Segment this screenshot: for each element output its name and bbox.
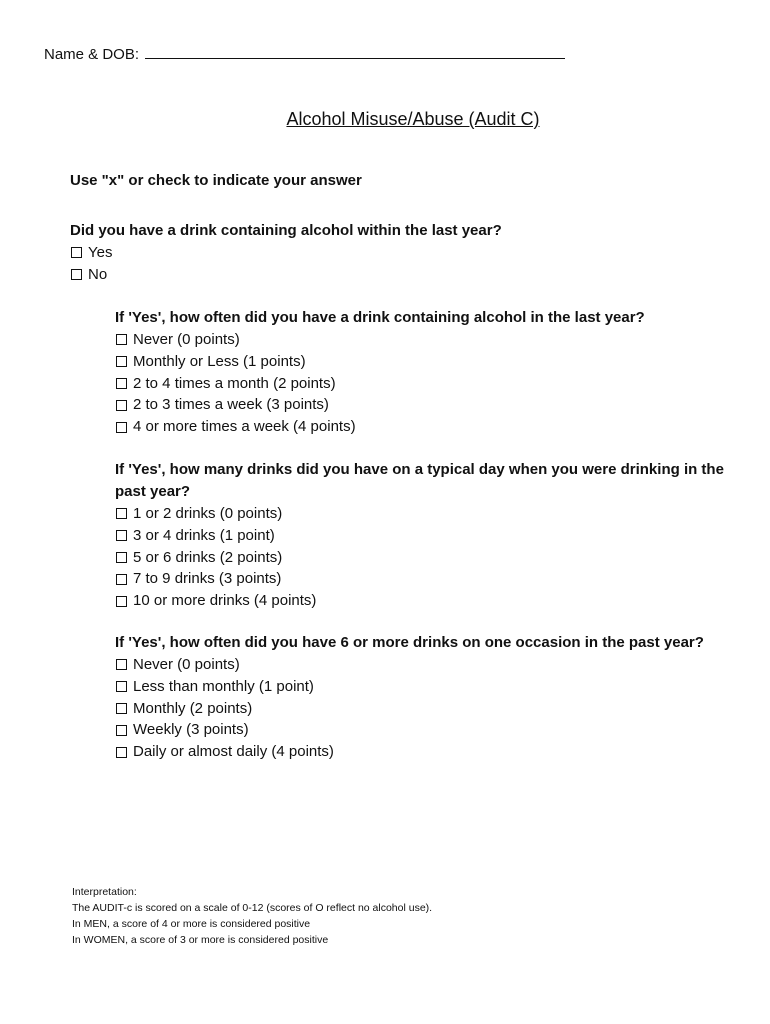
interpretation-heading: Interpretation: [72, 886, 137, 898]
interpretation-line: In WOMEN, a score of 3 or more is considered positive [72, 934, 329, 946]
checkbox-icon[interactable] [116, 530, 127, 541]
option-never[interactable] [115, 329, 735, 351]
option-label: Never (0 points) [133, 331, 240, 348]
option-label: Less than monthly (1 point) [133, 677, 314, 695]
checkbox-icon[interactable] [116, 400, 127, 411]
option-5-or-6-drinks[interactable] [115, 547, 735, 569]
option-label: Daily or almost daily (4 points) [133, 743, 334, 761]
option-label: 7 to 9 drinks (3 points) [133, 570, 282, 588]
checkbox-icon[interactable] [116, 334, 127, 345]
checkbox-icon[interactable] [116, 508, 127, 519]
name-dob-label: Name & DOB: [44, 46, 140, 63]
option-label: 2 to 4 times a month (2 points) [133, 374, 336, 392]
option-2-to-3-week[interactable] [115, 394, 735, 416]
option-label: No [88, 265, 108, 283]
option-never[interactable] [115, 654, 755, 676]
question-drink-frequency [115, 307, 735, 438]
instruction-text: Use "x" or check to indicate your answer [70, 172, 362, 189]
question-text: Did you have a drink containing alcohol within the last year? [70, 222, 502, 239]
checkbox-icon[interactable] [116, 747, 127, 758]
option-label: 5 or 6 drinks (2 points) [133, 548, 283, 566]
option-2-to-4-month[interactable] [115, 373, 735, 395]
option-yes[interactable] [70, 242, 730, 264]
question-alcohol-last-year [70, 220, 730, 286]
question-text: If 'Yes', how often did you have 6 or more drinks on one occasion in the past year? [115, 634, 704, 651]
checkbox-icon[interactable] [116, 552, 127, 563]
name-dob-field[interactable] [44, 44, 565, 63]
question-text: If 'Yes', how often did you have a drink containing alcohol in the last year? [115, 309, 645, 326]
option-label: Monthly (2 points) [133, 699, 253, 717]
option-label: Monthly or Less (1 points) [133, 352, 306, 370]
option-1-or-2-drinks[interactable] [115, 503, 735, 525]
checkbox-icon[interactable] [116, 681, 127, 692]
question-drinks-per-day [115, 459, 735, 612]
option-label: 3 or 4 drinks (1 point) [133, 526, 275, 544]
option-less-than-monthly[interactable] [115, 676, 755, 698]
interpretation-line: The AUDIT-c is scored on a scale of 0-12 (scores of O reflect no alcohol use). [72, 902, 433, 914]
option-weekly[interactable] [115, 719, 755, 741]
page-title: Alcohol Misuse/Abuse (Audit C) [286, 109, 540, 129]
option-no[interactable] [70, 264, 730, 286]
option-daily[interactable] [115, 741, 755, 763]
option-7-to-9-drinks[interactable] [115, 568, 735, 590]
option-3-or-4-drinks[interactable] [115, 525, 735, 547]
checkbox-icon[interactable] [116, 659, 127, 670]
option-label: 2 to 3 times a week (3 points) [133, 396, 329, 414]
question-binge-frequency [115, 632, 755, 763]
option-monthly-or-less[interactable] [115, 351, 735, 373]
checkbox-icon[interactable] [116, 574, 127, 585]
option-label: Never (0 points) [133, 656, 240, 673]
interpretation-notes [72, 884, 432, 948]
option-label: Yes [88, 244, 113, 261]
interpretation-line: In MEN, a score of 4 or more is considered positive [72, 918, 311, 930]
option-label: Weekly (3 points) [133, 721, 249, 739]
checkbox-icon[interactable] [116, 378, 127, 389]
checkbox-icon[interactable] [71, 269, 82, 280]
name-dob-blank-line[interactable] [145, 44, 565, 59]
checkbox-icon[interactable] [71, 247, 82, 258]
option-label: 4 or more times a week (4 points) [133, 418, 356, 436]
option-4-or-more-week[interactable] [115, 416, 735, 438]
question-text: If 'Yes', how many drinks did you have on a typical day when you were drinking in the past year? [115, 461, 724, 500]
checkbox-icon[interactable] [116, 422, 127, 433]
checkbox-icon[interactable] [116, 596, 127, 607]
option-monthly[interactable] [115, 698, 755, 720]
checkbox-icon[interactable] [116, 725, 127, 736]
option-10-or-more-drinks[interactable] [115, 590, 735, 612]
checkbox-icon[interactable] [116, 356, 127, 367]
option-label: 1 or 2 drinks (0 points) [133, 505, 283, 522]
checkbox-icon[interactable] [116, 703, 127, 714]
option-label: 10 or more drinks (4 points) [133, 592, 317, 610]
